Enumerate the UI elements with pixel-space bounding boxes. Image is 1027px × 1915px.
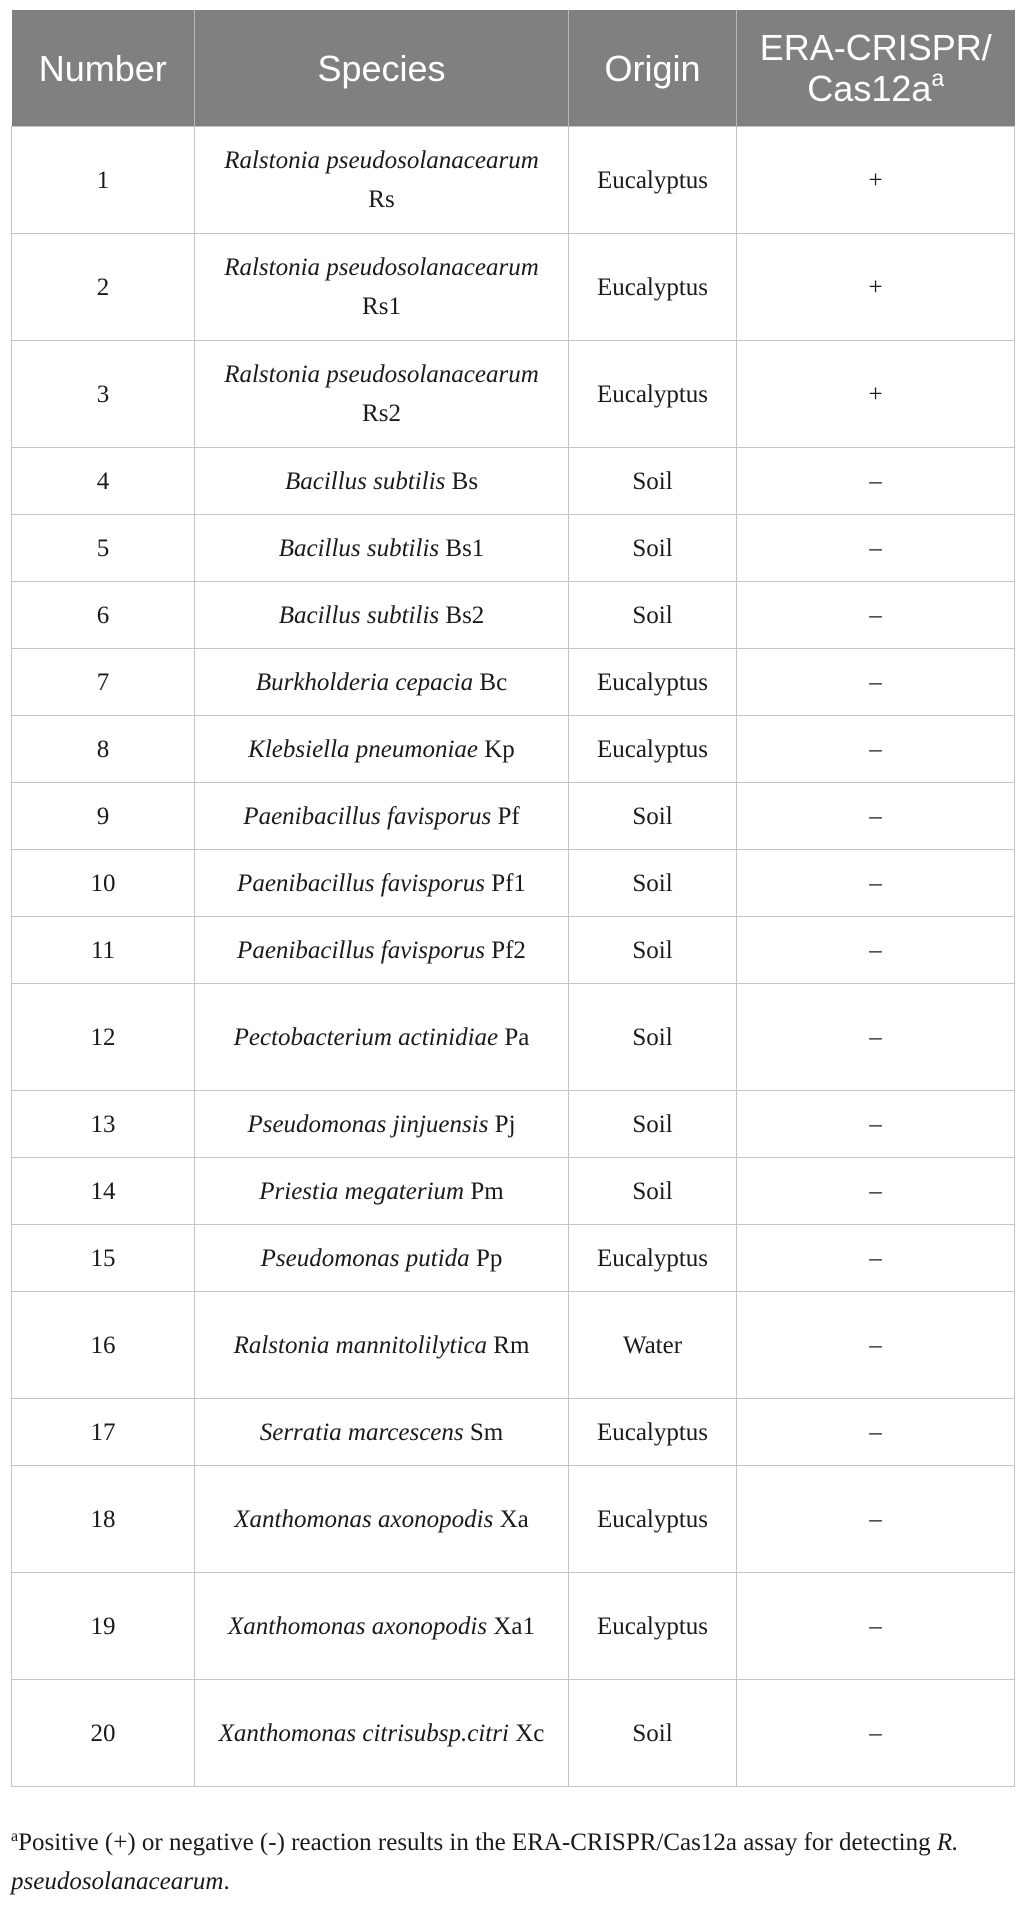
cell-number: 2 xyxy=(12,234,195,341)
species-name: Xanthomonas axonopodis xyxy=(234,1505,494,1533)
species-name: Serratia marcescens xyxy=(259,1418,464,1446)
cell-species xyxy=(195,716,569,783)
strain-code: Rs1 xyxy=(362,293,401,320)
strain-code: Pp xyxy=(475,1244,503,1272)
strain-code: Kp xyxy=(484,735,515,763)
species-name: Pectobacterium actinidiae xyxy=(233,1023,499,1051)
cell-result: + xyxy=(737,127,1015,234)
strain-code: Pj xyxy=(494,1110,516,1138)
species-name: Paenibacillus favisporus xyxy=(243,802,492,830)
cell-result: – xyxy=(737,1158,1015,1225)
cell-number: 10 xyxy=(12,850,195,917)
cell-result: – xyxy=(737,1399,1015,1466)
cell-result: – xyxy=(737,1091,1015,1158)
footnote-text: Positive (+) or negative (-) reaction results in the ERA-CRISPR/Cas12a assay for detecting xyxy=(18,1829,937,1856)
table-row xyxy=(12,448,1015,515)
cell-number: 1 xyxy=(12,127,195,234)
cell-origin: Eucalyptus xyxy=(569,649,737,716)
species-name: Ralstonia pseudosolanacearum xyxy=(224,361,539,388)
table-row xyxy=(12,716,1015,783)
strain-code: Pm xyxy=(470,1177,504,1205)
table-row xyxy=(12,984,1015,1091)
cell-number: 9 xyxy=(12,783,195,850)
table-row xyxy=(12,1573,1015,1680)
cell-number: 19 xyxy=(12,1573,195,1680)
cell-species xyxy=(195,850,569,917)
cell-number: 18 xyxy=(12,1466,195,1573)
cell-result: – xyxy=(737,917,1015,984)
cell-number: 11 xyxy=(12,917,195,984)
cell-number: 15 xyxy=(12,1225,195,1292)
strain-code: Bs2 xyxy=(445,601,485,629)
cell-number: 8 xyxy=(12,716,195,783)
cell-species xyxy=(195,917,569,984)
cell-number: 16 xyxy=(12,1292,195,1399)
table-row xyxy=(12,1680,1015,1787)
cell-origin: Eucalyptus xyxy=(569,1466,737,1573)
strain-code: Bc xyxy=(479,668,508,696)
header-result-footnote-marker: a xyxy=(931,65,945,91)
cell-result: – xyxy=(737,1573,1015,1680)
table-row xyxy=(12,850,1015,917)
cell-species xyxy=(195,1158,569,1225)
header-result xyxy=(737,10,1015,127)
cell-origin: Water xyxy=(569,1292,737,1399)
species-name: Ralstonia mannitolilytica xyxy=(233,1331,488,1359)
species-name: Bacillus subtilis xyxy=(284,467,446,495)
cell-number: 12 xyxy=(12,984,195,1091)
table-row xyxy=(12,582,1015,649)
strain-code: Sm xyxy=(469,1418,504,1446)
strain-code: Pf xyxy=(497,802,520,830)
table-row xyxy=(12,1399,1015,1466)
table-row xyxy=(12,783,1015,850)
cell-species xyxy=(195,1292,569,1399)
strain-code: Rs xyxy=(368,186,395,213)
cell-result: + xyxy=(737,234,1015,341)
cell-origin: Eucalyptus xyxy=(569,234,737,341)
cell-species xyxy=(195,1466,569,1573)
header-result-label: ERA-CRISPR/ Cas12a xyxy=(759,27,992,109)
species-name: Burkholderia cepacia xyxy=(255,668,474,696)
cell-origin: Soil xyxy=(569,850,737,917)
table-row xyxy=(12,127,1015,234)
cell-species xyxy=(195,515,569,582)
cell-origin: Eucalyptus xyxy=(569,1573,737,1680)
strain-code: Bs1 xyxy=(445,534,485,562)
strain-code: Xa xyxy=(499,1505,529,1533)
strain-code: Bs xyxy=(451,467,479,495)
cell-number: 5 xyxy=(12,515,195,582)
cell-result: – xyxy=(737,850,1015,917)
cell-result: – xyxy=(737,1680,1015,1787)
cell-origin: Eucalyptus xyxy=(569,1225,737,1292)
table-row xyxy=(12,1466,1015,1573)
species-name: Paenibacillus favisporus xyxy=(237,936,485,964)
table-row xyxy=(12,1225,1015,1292)
cell-species xyxy=(195,649,569,716)
cell-result: – xyxy=(737,1292,1015,1399)
table-row xyxy=(12,341,1015,448)
cell-origin: Soil xyxy=(569,1091,737,1158)
species-name: Ralstonia pseudosolanacearum xyxy=(224,147,539,174)
cell-origin: Eucalyptus xyxy=(569,127,737,234)
table-row xyxy=(12,917,1015,984)
cell-origin: Soil xyxy=(569,582,737,649)
cell-number: 17 xyxy=(12,1399,195,1466)
cell-origin: Soil xyxy=(569,515,737,582)
cell-number: 4 xyxy=(12,448,195,515)
cell-origin: Soil xyxy=(569,1680,737,1787)
cell-species xyxy=(195,582,569,649)
cell-species xyxy=(195,1225,569,1292)
cell-origin: Eucalyptus xyxy=(569,1399,737,1466)
cell-species xyxy=(195,234,569,341)
cell-result: – xyxy=(737,582,1015,649)
cell-result: – xyxy=(737,783,1015,850)
strain-code: Rm xyxy=(493,1331,530,1359)
cell-species xyxy=(195,1680,569,1787)
species-name: Xanthomonas axonopodis xyxy=(228,1612,488,1640)
species-name: Paenibacillus favisporus xyxy=(237,869,485,897)
header-origin: Origin xyxy=(569,10,737,127)
species-name: Pseudomonas jinjuensis xyxy=(247,1110,489,1138)
species-name: Ralstonia pseudosolanacearum xyxy=(224,254,539,281)
cell-origin: Soil xyxy=(569,783,737,850)
cell-result: – xyxy=(737,716,1015,783)
cell-result: + xyxy=(737,341,1015,448)
cell-origin: Eucalyptus xyxy=(569,341,737,448)
header-species: Species xyxy=(195,10,569,127)
strain-code: Xa1 xyxy=(493,1612,535,1640)
strain-code: Pf2 xyxy=(491,936,526,964)
footnote-organism: R. pseudosolanacearum xyxy=(11,1829,959,1895)
cell-result: – xyxy=(737,984,1015,1091)
cell-species xyxy=(195,783,569,850)
cell-species xyxy=(195,1399,569,1466)
species-name: Klebsiella pneumoniae xyxy=(248,735,478,763)
table-row xyxy=(12,1158,1015,1225)
table-footnote xyxy=(11,1823,1016,1901)
species-name: Priestia megaterium xyxy=(259,1177,465,1205)
cell-origin: Soil xyxy=(569,1158,737,1225)
cell-number: 7 xyxy=(12,649,195,716)
cell-species xyxy=(195,1573,569,1680)
cell-number: 3 xyxy=(12,341,195,448)
species-name: Xanthomonas citrisubsp.citri xyxy=(218,1719,509,1747)
cell-origin: Eucalyptus xyxy=(569,716,737,783)
species-table xyxy=(11,10,1015,1787)
table-row xyxy=(12,234,1015,341)
header-number: Number xyxy=(12,10,195,127)
cell-number: 13 xyxy=(12,1091,195,1158)
footnote-marker: a xyxy=(11,1828,19,1845)
strain-code: Pf1 xyxy=(491,869,526,897)
table-row xyxy=(12,515,1015,582)
species-name: Bacillus subtilis xyxy=(278,601,440,629)
cell-result: – xyxy=(737,1225,1015,1292)
species-name: Bacillus subtilis xyxy=(278,534,440,562)
cell-origin: Soil xyxy=(569,448,737,515)
cell-species xyxy=(195,448,569,515)
cell-number: 6 xyxy=(12,582,195,649)
table-row xyxy=(12,649,1015,716)
cell-result: – xyxy=(737,649,1015,716)
cell-result: – xyxy=(737,448,1015,515)
cell-species xyxy=(195,341,569,448)
table-row xyxy=(12,1292,1015,1399)
cell-number: 14 xyxy=(12,1158,195,1225)
cell-species xyxy=(195,127,569,234)
cell-origin: Soil xyxy=(569,984,737,1091)
table-row xyxy=(12,1091,1015,1158)
header-row xyxy=(12,10,1015,127)
species-name: Pseudomonas putida xyxy=(260,1244,470,1272)
cell-result: – xyxy=(737,515,1015,582)
cell-result: – xyxy=(737,1466,1015,1573)
strain-code: Pa xyxy=(504,1023,530,1051)
cell-origin: Soil xyxy=(569,917,737,984)
strain-code: Rs2 xyxy=(362,400,401,427)
cell-species xyxy=(195,984,569,1091)
strain-code: Xc xyxy=(515,1719,545,1747)
footnote-end: . xyxy=(223,1868,230,1895)
cell-number: 20 xyxy=(12,1680,195,1787)
cell-species xyxy=(195,1091,569,1158)
